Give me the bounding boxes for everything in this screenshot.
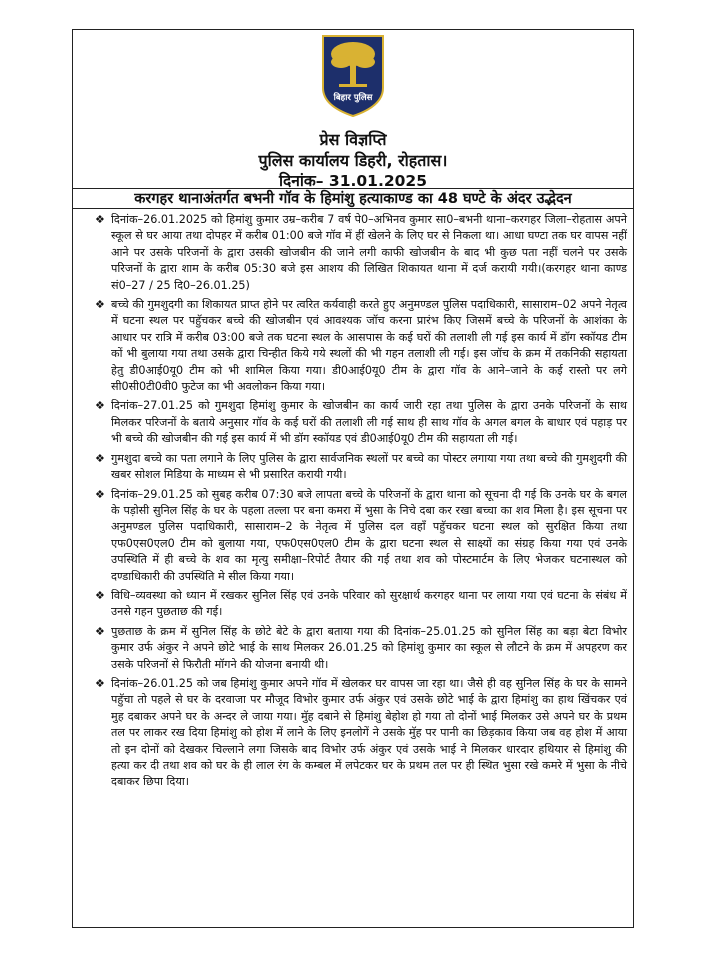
incident-details-list xyxy=(73,212,633,794)
list-item xyxy=(73,487,633,585)
bihar-police-logo xyxy=(319,32,387,118)
list-item xyxy=(73,676,633,791)
item-text: विधि–व्यवस्था को ध्यान में रखकर सुनिल सिंह एवं उनके परिवार को सुरक्षार्थ करगहर थाना पर लाया गया एवं घटना के संबंध में उनसे गहन पुछताछ की गई। xyxy=(111,588,627,619)
bullet-icon: ❖ xyxy=(95,487,105,501)
bullet-icon: ❖ xyxy=(95,451,105,465)
list-item xyxy=(73,588,633,621)
bullet-icon: ❖ xyxy=(95,588,105,602)
item-text: दिनांक–26.01.2025 को हिमांशु कुमार उम्र–करीब 7 वर्ष पे0–अभिनव कुमार सा0–बभनी थाना–करगहर जिला–रोहतास अपने स्कूल से घर आया तथा दोपहर में करीब 01:00 बजे गॉव में हीं खेलने के लिए घर से निकला था। आधा घण्टा तक घर वापस नहीं आने पर उसके परिजनों के द्वारा उसकी खोजबीन की जाने लगी काफी खोजबीन के बाद भी कुछ पता नहीं चलने पर उसके परिजनों के द्वारा शाम के करीब 05:30 बजे इस आशय की लिखित शिकायत थाना में दर्ज करायी गयी।(करगहर थाना काण्ड सं0–27 / 25 दि0–26.01.25) xyxy=(111,213,627,292)
item-text: दिनांक–29.01.25 को सुबह करीब 07:30 बजे लापता बच्चे के परिजनों के द्वारा थाना को सूचना दी गई कि उनके घर के बगल के पड़ोसी सुनिल सिंह के घर के पहला तल्ला पर बना कमरा में भुसा के निचे दबा कर रखा बच्चा का शव मिला है। इस सूचना पर अनुमण्डल पुलिस पदाधिकारी, सासाराम–2 के नेतृत्व में पुलिस दल वहॉं पहुॅचकर घटना स्थल को सुरक्षित किया तथा एफ0एस0एल0 टीम को बुलाया गया, एफ0एस0एल0 टीम के द्वारा घटना स्थल से साक्ष्यों का संग्रह किया गया एवं उनके उपस्थिति में ही बच्चे के शव का मृत्यु समीक्षा–रिपोर्ट तैयार की गई तथा शव को पोस्टमार्टम के लिए भेजकर घटनास्थल को दण्डाधिकारी की उपस्थिति मे सील किया गया। xyxy=(111,487,627,583)
list-item xyxy=(73,398,633,447)
list-item xyxy=(73,451,633,484)
item-text: दिनांक–27.01.25 को गुमशुदा हिमांशु कुमार के खोजबीन का कार्य जारी रहा तथा पुलिस के द्वारा उनके परिजनों के साथ मिलकर परिजनों के बताये अनुसार गॉव के कई घरों की तलाशी ली गई साथ ही साथ गॉव के अगल बगल के बाधार एवं पहाड़ पर भी बच्चे की खोजबीन की गई इस कार्य में भी डॉग स्कॉयड एवं डी0आई0यू0 टीम की सहायता ली गई। xyxy=(111,399,627,446)
office-name: पुलिस कार्यालय डिहरी, रोहतास। xyxy=(258,151,448,170)
bullet-icon: ❖ xyxy=(95,213,105,226)
bullet-icon: ❖ xyxy=(95,298,105,312)
logo-caption: बिहार पुलिस xyxy=(333,93,373,103)
press-release-page xyxy=(72,29,634,928)
bullet-icon: ❖ xyxy=(95,399,105,413)
list-item xyxy=(73,297,633,395)
item-text: बच्चे की गुमशुदगी का शिकायत प्राप्त होने पर त्वरित कर्यवाही करते हुए अनुमण्डल पुलिस पदाधिकारी, सासाराम–02 अपने नेतृत्व में घटना स्थल पर पहुॅचकर बच्चे की खोजबीन एवं आवश्यक जॉच करना प्रारंभ किए जिसमें बच्चे के परिजनों के आशंका के आधार पर रात्रि में करीब 03:00 बजे तक घटना स्थल के आसपास के कई घरों की तलाशी ली गई इस कार्य में डॉग स्कॉयड टीम कों भी बुलाया गया तथा उसके द्वारा चिन्हीत किये गये स्थलों की भी गहन तलाशी ली गई। इस जॉच के क्रम में तकनिकी सहायता हेतु डी0आई0यू0 टीम को भी शामिल किया गया। डी0आई0यू0 टीम के द्वारा गॉव के आने–जाने के कई रास्तो पर लगे सी0सी0टी0वी0 फुटेज का भी अवलोकन किया गया। xyxy=(111,298,627,394)
list-item xyxy=(73,624,633,673)
bullet-icon: ❖ xyxy=(95,624,105,638)
list-item xyxy=(73,212,633,294)
item-text: पुछताछ के क्रम में सुनिल सिंह के छोटे बेटे के द्वारा बताया गया की दिनांक–25.01.25 को सुनिल सिंह का बड़ा बेटा विभोर कुमार उर्फ अंकुर ने अपने छोटे भाई के साथ मिलकर 26.01.25 को हिमांशु कुमार का स्कूल से लौटने के क्रम में अपहरण कर उसके परिजनों से फिरौती मॉगने की योजना बनायी थी। xyxy=(111,624,627,671)
police-emblem-icon xyxy=(319,32,387,118)
release-date: दिनांक– 31.01.2025 xyxy=(279,172,427,190)
item-text: दिनांक–26.01.25 को जब हिमांशु कुमार अपने गॉव में खेलकर घर वापस जा रहा था। जैसे ही वह सुनिल सिंह के घर के सामने पहुॅचा तो पहले से घर के दरवाजा पर मौजूद विभोर कुमार उर्फ अंकुर एवं उसके छोटे भाई के द्वारा हिमांशु का हाथ खिंचकर एवं मुह दबाकर अपने घर के अन्दर ले जाया गया। मुॅह दबाने से हिमांशु बेहोश हो गया तो दोनों भाई मिलकर उसे अपने घर के प्रथम तल पर लाकर रख दिया हिमांशु को होश में लाने के लिए इनलोगें ने उसके मुॅह पर पानी का छिड़काव किया जब वह होश में आया तो इन दोनों को देखकर चिल्लाने लगा जिसके बाद विभोर उर्फ अंकुर एवं उसके भाई ने मिलकर धारदार हथियार से हिमांशु की हत्या कर दी तथा शव को घर के ही लाल रंग के कम्बल में लपेटकर घर के प्रथम तल पर ही स्थित भुसा रखे कमरे में भुसा के नीचे दबाकर छिपा दिया। xyxy=(111,676,627,789)
headline: करगहर थानाअंतर्गत बभनी गॉव के हिमांशु हत्याकाण्ड का 48 घण्टे के अंदर उद्भेदन xyxy=(73,188,633,209)
press-release-title: प्रेस विज्ञप्ति xyxy=(319,130,387,149)
item-text: गुमशुदा बच्चे का पता लगाने के लिए पुलिस के द्वारा सार्वजनिक स्थलों पर बच्चे का पोस्टर लगाया गया तथा बच्चे की गुमशुदगी की खबर सोशल मिडिया के माध्यम से भी प्रसारित करायी गयी। xyxy=(111,451,627,482)
bullet-icon: ❖ xyxy=(95,676,105,690)
